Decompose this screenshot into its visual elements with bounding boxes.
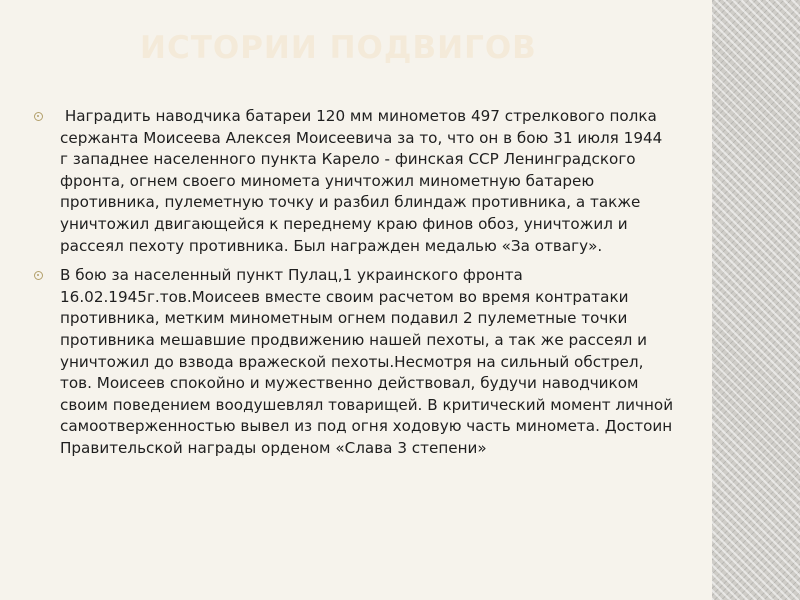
- slide-body: [34, 106, 682, 468]
- bullet-text-1: Наградить наводчика батареи 120 мм минометов 497 стрелкового полка сержанта Моисеева Алексея Моисеевича за то, что он в бою 31 июля 1944 г западнее населенного пункта Карело - финская ССР Ленинградского фронта, огнем своего минометa уничтожил минометную батарею противника, пулеметную точку и разбил блиндаж противника, а также уничтожил двигающейся к переднему краю финов обоз, уничтожил и рассеял пехоту противника. Был награжден медалью «За отвагу».: [60, 107, 668, 255]
- slide-title: ИСТОРИИ ПОДВИГОВ: [140, 30, 537, 66]
- bullet-text-2: В бою за населенный пункт Пулац,1 украинского фронта 16.02.1945г.тов.Моисеев вместе своим расчетом во время контратаки противника, метким минометным огнем подавил 2 пулеметные точки противника мешавшие продвижению нашей пехоты, а так же рассеял и уничтожил до взвода вражеской пехоты.Несмотря на сильный обстрел, тов. Моисеев спокойно и мужественно действовал, будучи наводчиком своим поведением воодушевлял товарищей. В критический момент личной самоотверженностью вывел из под огня ходовую часть миномета. Достоин Правительской награды орденом «Слава 3 степени»: [60, 266, 682, 457]
- bullet-icon: [34, 271, 43, 280]
- bullet-icon: [34, 112, 43, 121]
- bullet-item-1: [34, 106, 674, 257]
- bullet-item-2: [34, 265, 682, 459]
- side-stripe-decoration: [712, 0, 800, 600]
